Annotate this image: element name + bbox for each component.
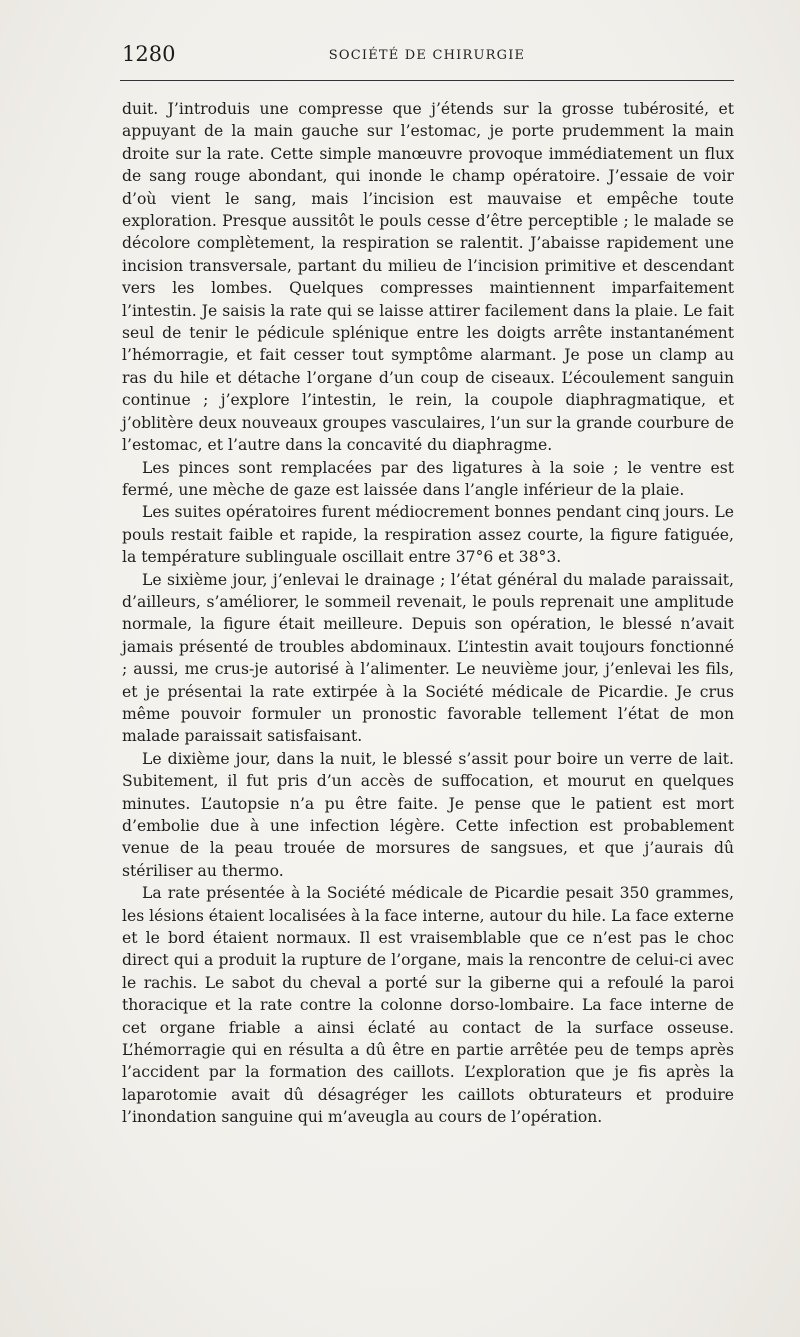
paragraph: Le sixième jour, j’enlevai le drainage ; l’état général du malade paraissait, d’ailleurs, s’améliorer, le sommeil revenait, le pouls reprenait une amplitude normale, la figure était meilleure. Depuis son opération, le blessé n’avait jamais présenté de troubles abdominaux. L’intestin avait toujours fonctionné ; aussi, me crus-je autorisé à l’alimenter. Le neuvième jour, j’enlevai les fils, et je présentai la rate extirpée à la Société médicale de Picardie. Je crus même pouvoir formuler un pronostic favorable tellement l’état de mon malade paraissait satisfaisant. (122, 570, 734, 746)
paragraph: Les pinces sont remplacées par des ligatures à la soie ; le ventre est fermé, une mèche de gaze est laissée dans l’angle inférieur de la plaie. (122, 458, 734, 499)
running-title: SOCIÉTÉ DE CHIRURGIE (328, 48, 526, 63)
paragraph: Le dixième jour, dans la nuit, le blessé s’assit pour boire un verre de lait. Subitement, il fut pris d’un accès de suffocation, et mourut en quelques minutes. L’autopsie n’a pu être faite. Je pense que le patient est mort d’embolie due à une infection légère. Cette infection est probablement venue de la peau trouée de morsures de sangsues, et que j’aurais dû stériliser au thermo. (122, 749, 734, 880)
page-header (122, 42, 732, 72)
paragraph: duit. J’introduis une compresse que j’étends sur la grosse tubérosité, et appuyant de la main gauche sur l’estomac, je porte prudemment la main droite sur la rate. Cette simple manœuvre provoque immédiatement un flux de sang rouge abondant, qui inonde le champ opératoire. J’essaie de voir d’où vient le sang, mais l’incision est mauvaise et empêche toute exploration. Presque aussitôt le pouls cesse d’être perceptible ; le malade se décolore complètement, la respiration se ralentit. J’abaisse rapidement une incision transversale, partant du milieu de l’incision primitive et descendant vers les lombes. Quelques compresses maintiennent imparfaitement l’intestin. Je saisis la rate qui se laisse attirer facilement dans la plaie. Le fait seul de tenir le pédicule splénique entre les doigts arrête instantanément l’hémorragie, et fait cesser tout symptôme alarmant. Je pose un clamp au ras du hile et détache l’organe d’un coup de ciseaux. L’écoulement sanguin continue ; j’explore l’intestin, le rein, la coupole diaphragmatique, et j’oblitère deux nouveaux groupes vasculaires, l’un sur la grande courbure de l’estomac, et l’autre dans la concavité du diaphragme. (122, 100, 734, 455)
paragraph: Les suites opératoires furent médiocrement bonnes pendant cinq jours. Le pouls restait faible et rapide, la respiration assez courte, la figure fatiguée, la température sublinguale oscillait entre 37°6 et 38°3. (122, 503, 734, 567)
header-rule (120, 80, 734, 81)
page-number: 1280 (122, 42, 176, 66)
paragraph: La rate présentée à la Société médicale de Picardie pesait 350 grammes, les lésions étaient localisées à la face interne, autour du hile. La face externe et le bord étaient normaux. Il est vraisemblable que ce n’est pas le choc direct qui a produit la rupture de l’organe, mais la rencontre de celui-ci avec le rachis. Le sabot du cheval a porté sur la giberne qui a refoulé la paroi thoracique et la rate contre la colonne dorso-lombaire. La face interne de cet organe friable a ainsi éclaté au contact de la surface osseuse. L’hémorragie qui en résulta a dû être en partie arrêtée peu de temps après l’accident par la formation des caillots. L’exploration que je fis après la laparotomie avait dû désagréger les caillots obturateurs et produire l’inondation sanguine qui m’aveugla au cours de l’opération. (122, 884, 734, 1127)
body-text (122, 98, 734, 1129)
